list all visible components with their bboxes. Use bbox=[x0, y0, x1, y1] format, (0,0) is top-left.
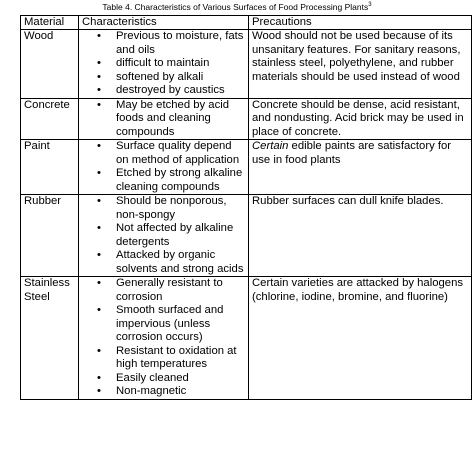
characteristics-cell bbox=[79, 98, 249, 140]
bullet-icon: • bbox=[97, 304, 101, 316]
bullet-icon: • bbox=[97, 167, 101, 179]
list-item-text: May be etched by acid foods and cleaning compounds bbox=[116, 98, 230, 138]
list-item-text: Non-magnetic bbox=[116, 385, 187, 397]
characteristics-cell bbox=[79, 30, 249, 99]
table-row bbox=[21, 140, 472, 195]
precautions-cell bbox=[249, 195, 472, 277]
table-caption bbox=[0, 1, 474, 13]
precautions-text: Concrete should be dense, acid resistant, and nondusting. Acid brick may be used in place of concrete. bbox=[252, 98, 464, 138]
caption-title: Table 4. Characteristics of Various Surfaces of Food Processing Plants bbox=[102, 2, 369, 12]
precautions-text: Certain varieties are attacked by halogens (chlorine, iodine, bromine, and fluorine) bbox=[252, 277, 463, 303]
list-item-text: softened by alkali bbox=[116, 70, 204, 83]
list-item bbox=[82, 57, 245, 71]
material-cell: Concrete bbox=[21, 98, 79, 140]
bullet-icon: • bbox=[97, 30, 101, 42]
header-characteristics: Characteristics bbox=[79, 16, 249, 30]
table-row bbox=[21, 30, 472, 99]
precautions-cell bbox=[249, 98, 472, 140]
characteristics-cell bbox=[79, 195, 249, 277]
list-item bbox=[82, 372, 245, 386]
list-item-text: Surface quality depend on method of application bbox=[116, 140, 240, 166]
precautions-cell bbox=[249, 277, 472, 400]
bullet-icon: • bbox=[97, 98, 101, 111]
material-cell: Paint bbox=[21, 140, 79, 195]
bullet-icon: • bbox=[97, 195, 101, 207]
list-item-text: Easily cleaned bbox=[116, 371, 189, 384]
header-row bbox=[21, 16, 472, 30]
characteristics-list bbox=[82, 277, 245, 399]
list-item-text: difficult to maintain bbox=[116, 57, 210, 69]
characteristics-cell bbox=[79, 140, 249, 195]
footnote-reference: 3 bbox=[368, 2, 372, 8]
bullet-icon: • bbox=[97, 385, 101, 397]
characteristics-list bbox=[82, 99, 245, 140]
precautions-cell bbox=[249, 30, 472, 99]
list-item bbox=[82, 71, 245, 85]
bullet-icon: • bbox=[97, 84, 101, 96]
precautions-text: edible paints are satisfactory for use in food plants bbox=[252, 140, 452, 166]
bullet-icon: • bbox=[97, 140, 101, 152]
material-cell: Wood bbox=[21, 30, 79, 99]
list-item bbox=[82, 30, 245, 57]
bullet-icon: • bbox=[97, 371, 101, 384]
precautions-text: Rubber surfaces can dull knife blades. bbox=[252, 195, 444, 207]
list-item bbox=[82, 249, 245, 276]
header-material: Material bbox=[21, 16, 79, 30]
list-item bbox=[82, 304, 245, 345]
list-item bbox=[82, 84, 245, 98]
bullet-icon: • bbox=[97, 70, 101, 83]
precautions-text: Wood should not be used because of its unsanitary features. For sanitary reasons, stainless steel, polyethylene, and rubber materials should be used instead of wood bbox=[252, 30, 461, 83]
list-item-text: Should be nonporous, non-spongy bbox=[116, 195, 227, 221]
list-item-text: Attacked by organic solvents and strong acids bbox=[116, 249, 244, 275]
list-item bbox=[82, 385, 245, 399]
table-row bbox=[21, 98, 472, 140]
list-item-text: Generally resistant to corrosion bbox=[116, 277, 223, 303]
material-cell: Stainless Steel bbox=[21, 277, 79, 400]
precautions-cell bbox=[249, 140, 472, 195]
list-item bbox=[82, 140, 245, 167]
list-item-text: destroyed by caustics bbox=[116, 84, 225, 96]
list-item bbox=[82, 167, 245, 194]
surfaces-table bbox=[20, 15, 472, 400]
list-item bbox=[82, 195, 245, 222]
material-cell: Rubber bbox=[21, 195, 79, 277]
bullet-icon: • bbox=[97, 57, 101, 69]
bullet-icon: • bbox=[97, 222, 101, 234]
bullet-icon: • bbox=[97, 249, 101, 261]
list-item-text: Etched by strong alkaline cleaning compounds bbox=[116, 167, 243, 193]
list-item-text: Smooth surfaced and impervious (unless corrosion occurs) bbox=[116, 304, 224, 343]
table-row bbox=[21, 195, 472, 277]
list-item bbox=[82, 277, 245, 304]
list-item bbox=[82, 99, 245, 140]
characteristics-list bbox=[82, 140, 245, 194]
list-item-text: Not affected by alkaline detergents bbox=[116, 222, 234, 248]
table-row bbox=[21, 277, 472, 400]
precautions-emphasis: Certain bbox=[252, 140, 289, 152]
list-item-text: Previous to moisture, fats and oils bbox=[116, 30, 244, 56]
bullet-icon: • bbox=[97, 277, 101, 289]
characteristics-cell bbox=[79, 277, 249, 400]
list-item bbox=[82, 345, 245, 372]
list-item bbox=[82, 222, 245, 249]
header-precautions: Precautions bbox=[249, 16, 472, 30]
characteristics-list bbox=[82, 30, 245, 98]
list-item-text: Resistant to oxidation at high temperatures bbox=[116, 344, 237, 370]
characteristics-list bbox=[82, 195, 245, 276]
bullet-icon: • bbox=[97, 344, 101, 357]
